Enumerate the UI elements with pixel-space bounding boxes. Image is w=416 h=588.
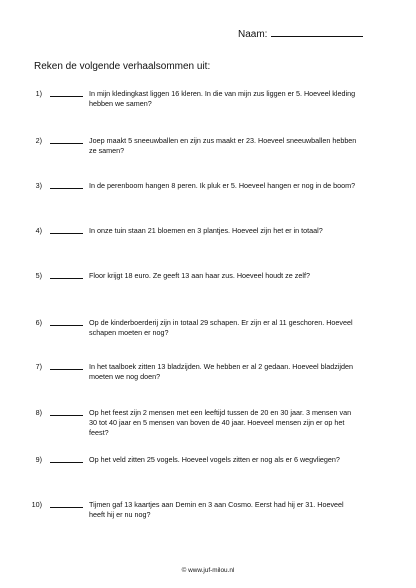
answer-blank[interactable]	[50, 188, 83, 189]
answer-blank[interactable]	[50, 462, 83, 463]
question-text: In mijn kledingkast liggen 16 kleren. In die van mijn zus liggen er 5. Hoeveel kleding hebben we samen?	[89, 89, 356, 108]
question-text: In het taalboek zitten 13 bladzijden. We hebben er al 2 gedaan. Hoeveel bladzijden moeten we nog doen?	[89, 362, 353, 381]
answer-blank[interactable]	[50, 143, 83, 144]
question-number: 7)	[35, 362, 42, 371]
question-number: 10)	[31, 500, 42, 509]
answer-blank[interactable]	[50, 369, 83, 370]
answer-blank[interactable]	[50, 278, 83, 279]
question-text: Op de kinderboerderij zijn in totaal 29 schapen. Er zijn er al 11 geschoren. Hoeveel schapen moeten er nog?	[89, 318, 353, 337]
question-number: 2)	[35, 136, 42, 145]
question-text: Tijmen gaf 13 kaartjes aan Demin en 3 aan Cosmo. Eerst had hij er 31. Hoeveel heeft hij er nu nog?	[89, 500, 344, 519]
name-blank-line[interactable]	[271, 27, 363, 37]
question-number: 6)	[35, 318, 42, 327]
question-number: 5)	[35, 271, 42, 280]
question-text: In de perenboom hangen 8 peren. Ik pluk er 5. Hoeveel hangen er nog in de boom?	[89, 181, 356, 190]
answer-blank[interactable]	[50, 415, 83, 416]
question-number: 8)	[35, 408, 42, 417]
answer-blank[interactable]	[50, 233, 83, 234]
answer-blank[interactable]	[50, 507, 83, 508]
answer-blank[interactable]	[50, 325, 83, 326]
answer-blank[interactable]	[50, 96, 83, 97]
question-text: Op het feest zijn 2 mensen met een leeftijd tussen de 20 en 30 jaar. 3 mensen van 30 tot 40 jaar en 5 mensen van boven de 40 jaar. Hoeveel mensen zijn er op het feest?	[89, 408, 352, 437]
instructions: Reken de volgende verhaalsommen uit:	[34, 61, 211, 72]
name-label: Naam:	[238, 29, 268, 40]
question-number: 9)	[35, 455, 42, 464]
question-text: Joep maakt 5 sneeuwballen en zijn zus maakt er 23. Hoeveel sneeuwballen hebben ze samen?	[89, 136, 357, 155]
question-number: 3)	[35, 181, 42, 190]
question-text: In onze tuin staan 21 bloemen en 3 plantjes. Hoeveel zijn het er in totaal?	[89, 226, 323, 235]
question-text: Op het veld zitten 25 vogels. Hoeveel vogels zitten er nog als er 6 wegvliegen?	[89, 455, 340, 464]
question-number: 4)	[35, 226, 42, 235]
question-number: 1)	[35, 89, 42, 98]
name-field-row	[238, 27, 363, 40]
footer-copyright: © www.juf-milou.nl	[181, 567, 235, 574]
question-text: Floor krijgt 18 euro. Ze geeft 13 aan haar zus. Hoeveel houdt ze zelf?	[89, 271, 310, 280]
